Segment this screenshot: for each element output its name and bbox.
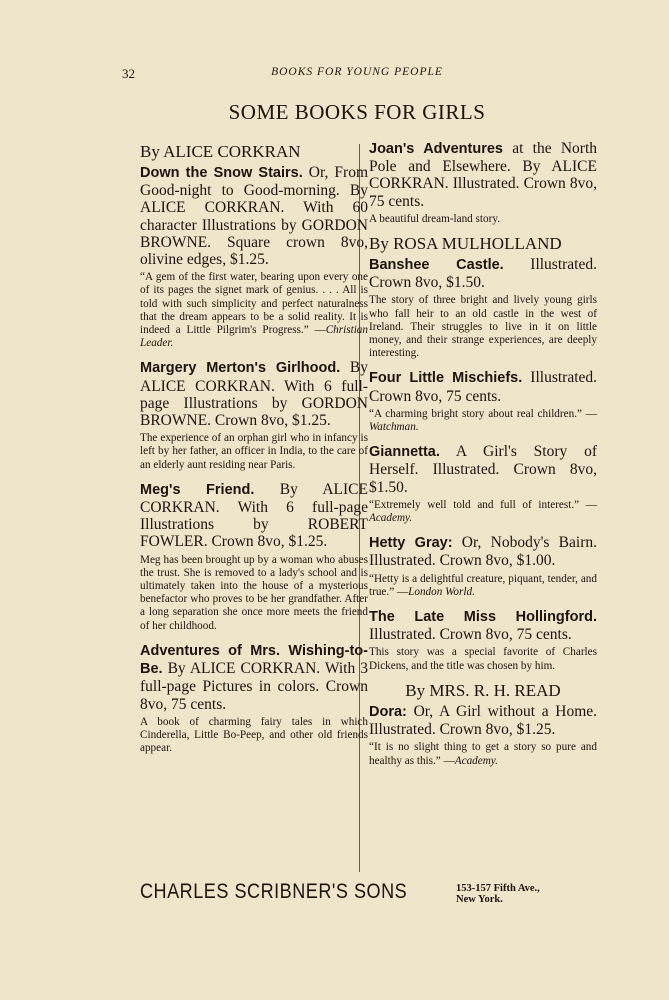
page-header [122, 66, 592, 84]
book-description [369, 140, 597, 210]
book-title: Banshee Castle. [369, 257, 504, 274]
book-title: Dora: [369, 703, 407, 720]
book-review [140, 554, 368, 633]
author-heading: By MRS. R. H. READ [405, 680, 561, 700]
page-title: SOME BOOKS FOR GIRLS [228, 100, 486, 124]
book-review [369, 646, 597, 672]
book-description [369, 256, 597, 291]
review-text: This story was a special favorite of Charles Dickens, and the title was chosen by him. [369, 646, 597, 672]
book-review [140, 432, 368, 472]
book-description [369, 703, 597, 738]
book-details: A Girl's Story of Herself. Illustrated. Crown 8vo, $1.50. [369, 443, 597, 496]
review-source: Watchman. [369, 421, 419, 434]
book-description [140, 359, 368, 429]
review-text: Meg has been brought up by a woman who abuses the trust. She is removed to a lady's school and is ultimately taken into the house of a mysterious benefactor who proves to be her grandfather. After a long separation she once more meets the friend of her childhood. [140, 553, 368, 632]
book-description [140, 481, 368, 551]
book-entry [369, 443, 597, 525]
book-title: The Late Miss Hollingford. [369, 609, 597, 626]
book-review [369, 213, 597, 226]
review-text: A book of charming fairy tales in which Cinderella, Little Bo-Peep, and other old friends appear. [140, 715, 368, 755]
book-review [369, 499, 597, 525]
book-title: Margery Merton's Girlhood. [140, 360, 341, 377]
book-entry [369, 703, 597, 768]
book-description [369, 369, 597, 404]
book-title: Four Little Mischiefs. [369, 370, 523, 387]
book-title: Down the Snow Stairs. [140, 165, 303, 181]
book-description [369, 534, 597, 569]
publisher-name: CHARLES SCRIBNER'S SONS [140, 880, 408, 903]
book-title: Adventures of Mrs. Wishing-to-Be. [140, 642, 368, 678]
running-title: BOOKS FOR YOUNG PEOPLE [271, 66, 443, 78]
review-text: The experience of an orphan girl who in infancy is left by her father, an officer in India, to the care of an elderly aunt residing near Paris. [140, 432, 368, 471]
book-entry [369, 140, 597, 226]
book-review [369, 294, 597, 360]
address-line: New York. [456, 894, 503, 905]
book-details: at the North Pole and Elsewhere. By ALICE CORKRAN. Illustrated. Crown 8vo, 75 cents. [369, 140, 597, 210]
review-text: “A charming bright story about real children.” — [369, 407, 597, 420]
book-entry [140, 642, 368, 755]
book-title: Hetty Gray: [369, 535, 453, 552]
book-title: Meg's Friend. [140, 481, 255, 498]
book-details: Illustrated. Crown 8vo, 75 cents. [369, 626, 572, 644]
publisher-footer [140, 880, 600, 916]
review-text: “Hetty is a delightful creature, piquant, tender, and true.” — [369, 572, 597, 598]
book-details: Or, Nobody's Bairn. Illustrated. Crown 8vo, $1.00. [369, 534, 597, 570]
book-entry [140, 164, 368, 350]
book-details: By ALICE CORKRAN. With 3 full-page Pictures in colors. Crown 8vo, 75 cents. [140, 660, 369, 713]
book-entry [369, 534, 597, 599]
book-entry [369, 256, 597, 360]
book-entry [140, 359, 368, 471]
book-description [140, 164, 368, 268]
book-description [369, 443, 597, 496]
book-details: Or, A Girl without a Home. Illustrated. Crown 8vo, $1.25. [369, 702, 598, 739]
review-text: “Extremely well told and full of interest.” — [369, 498, 597, 511]
book-entry [369, 369, 597, 434]
author-heading: By ALICE CORKRAN [140, 142, 301, 161]
publisher-address [456, 883, 540, 905]
review-text: “A gem of the first water, bearing upon every one of its pages the signet mark of genius. . . . All is told with such simplicity and perfect naturalness that the dream appears to be a solid reality. It is indeed a Little Pilgrim's Progress.” — [140, 271, 368, 337]
book-details: By ALICE CORKRAN. With 6 full-page Illustrations by GORDON BROWNE. Crown 8vo, $1.25. [140, 359, 369, 430]
book-entry [369, 608, 597, 673]
book-details: Or, From Good-night to Good-morning. By ALICE CORKRAN. With 60 character Illustrations by GORDON BROWNE. Square crown 8vo, olivine edges, $1.25. [140, 164, 369, 269]
review-text: A beautiful dream-land story. [369, 212, 500, 225]
review-source: Academy. [369, 512, 413, 525]
review-source: London World. [408, 585, 475, 598]
book-details: By ALICE CORKRAN. With 6 full-page Illustrations by ROBERT FOWLER. Crown 8vo, $1.25. [140, 480, 368, 551]
review-source: Christian Leader. [140, 324, 368, 350]
left-column [140, 140, 368, 755]
review-source: Academy. [454, 754, 498, 767]
review-text: “It is no slight thing to get a story so pure and healthy as this.” — [369, 741, 597, 767]
book-details: Illustrated. Crown 8vo, 75 cents. [369, 369, 598, 405]
book-description [140, 642, 368, 713]
book-review [369, 741, 597, 767]
book-title: Joan's Adventures [369, 141, 503, 157]
author-heading: By ROSA MULHOLLAND [369, 234, 562, 254]
address-line: 153-157 Fifth Ave., [456, 883, 540, 894]
book-description [369, 608, 597, 643]
book-review [369, 573, 597, 599]
book-details: Illustrated. Crown 8vo, $1.50. [369, 256, 597, 292]
book-review [369, 408, 597, 434]
book-review [140, 271, 368, 350]
book-entry [140, 481, 368, 633]
book-title: Giannetta. [369, 444, 440, 461]
page-number: 32 [122, 66, 135, 81]
book-review [140, 716, 368, 756]
right-column [369, 140, 597, 768]
review-text: The story of three bright and lively young girls who fall heir to an old castle in the west of Ireland. Their struggles to live in it on little money, and their strange experiences, are deeply interesting. [369, 294, 597, 360]
